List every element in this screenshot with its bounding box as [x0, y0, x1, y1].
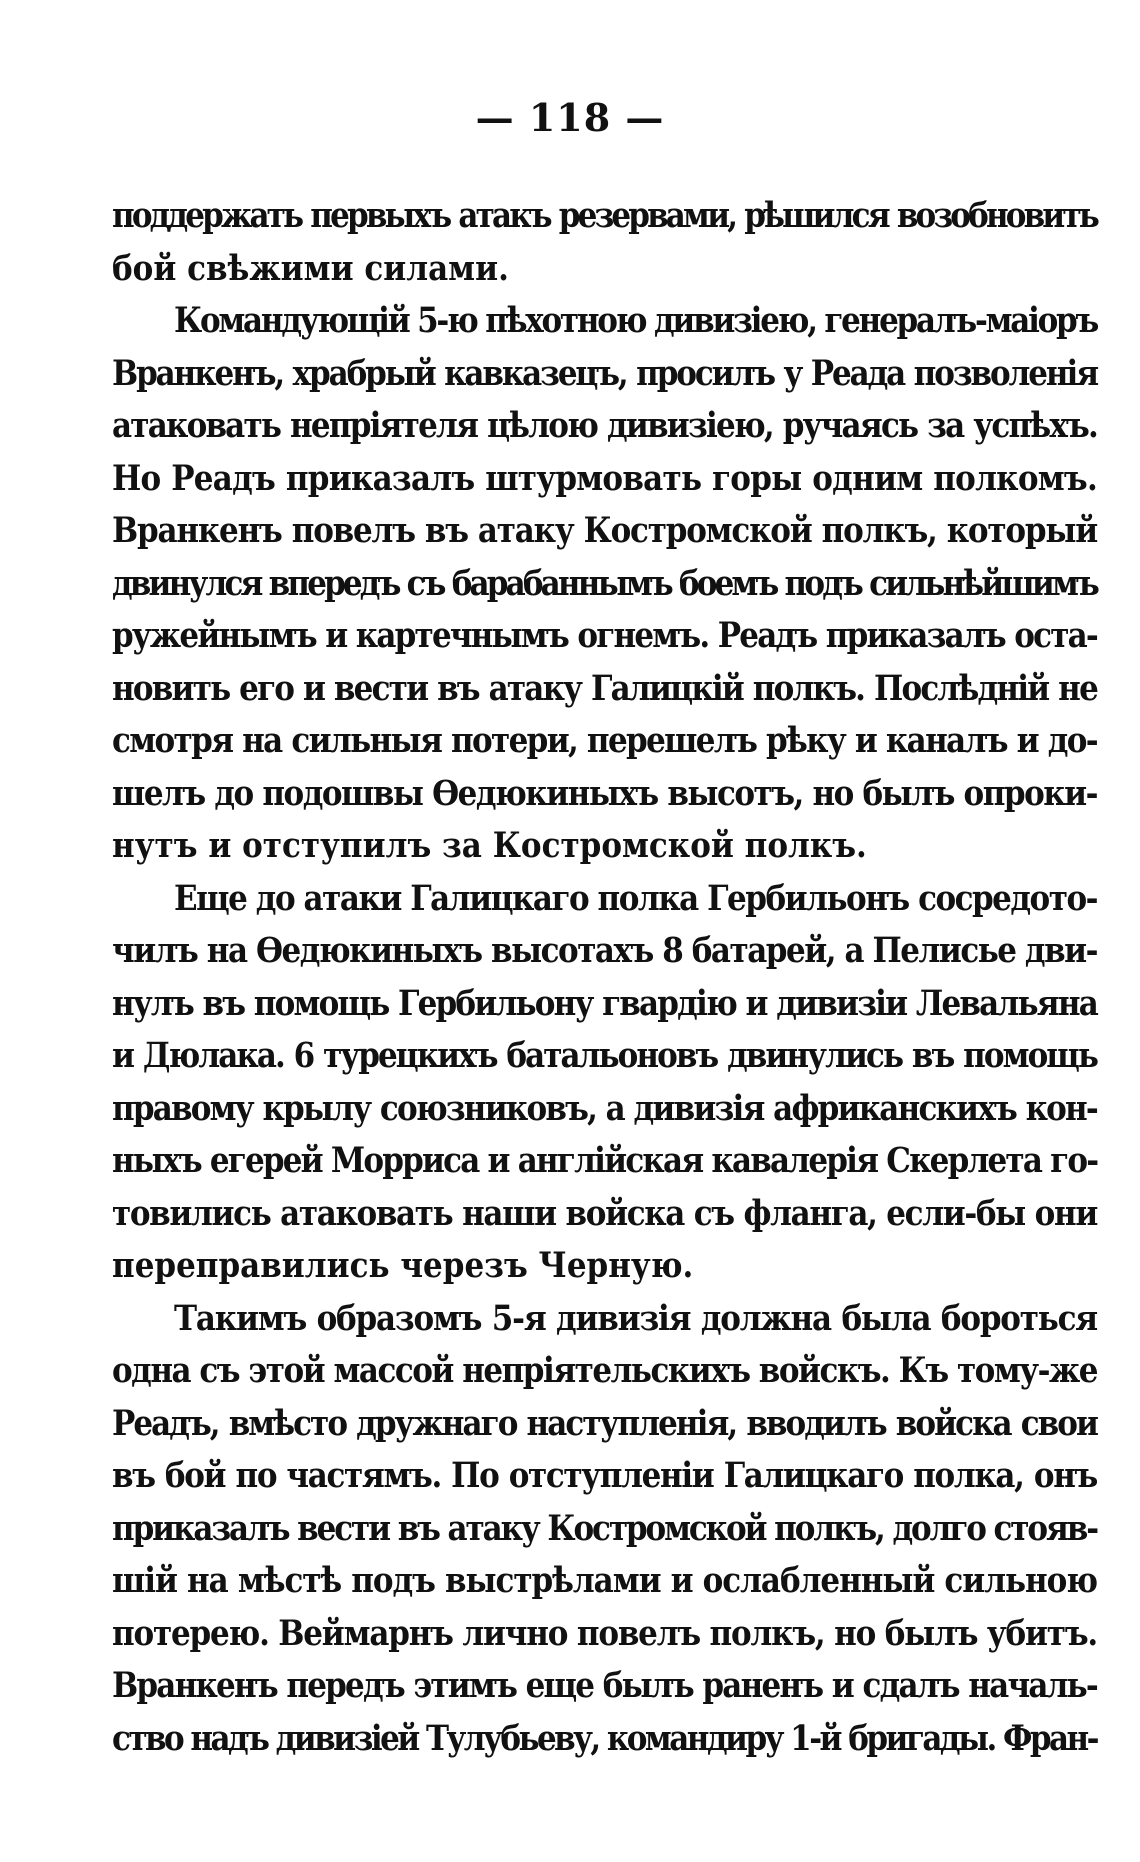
text-line: товились атаковать наши войска съ фланга, если-бы они: [112, 1193, 1097, 1234]
text-line: смотря на сильныя потери, перешелъ рѣку и каналъ и до-: [112, 720, 1097, 762]
text-line: ство надъ дивизіей Тулубьеву, командиру 1-й бригады. Фран-: [112, 1718, 1097, 1759]
text-line: ныхъ егерей Морриса и англійская кавалерія Скерлета го-: [112, 1140, 1098, 1182]
text-line: въ бой по частямъ. По отступленіи Галицкаго полка, онъ: [112, 1455, 1097, 1497]
text-line: поддержать первыхъ атакъ резервами, рѣшился возобновить: [112, 195, 1097, 237]
text-line: Такимъ образомъ 5-я дивизія должна была бороться: [174, 1298, 1097, 1339]
text-line: бой свѣжими силами.: [112, 248, 509, 289]
body-text: [112, 190, 1097, 1765]
text-line: нулъ въ помощь Гербильону гвардію и дивизіи Левальяна: [112, 983, 1097, 1024]
text-line: потерею. Веймарнъ лично повелъ полкъ, но былъ убитъ.: [112, 1613, 1097, 1654]
text-line: переправились черезъ Черную.: [112, 1245, 694, 1287]
text-line: одна съ этой массой непріятельскихъ войскъ. Къ тому-же: [112, 1350, 1097, 1392]
text-line: двинулся впередъ съ барабаннымъ боемъ подъ сильнѣйшимъ: [112, 563, 1097, 604]
text-line: атаковать непріятеля цѣлою дивизіею, ручаясь за успѣхъ.: [112, 405, 1097, 447]
text-line: правому крылу союзниковъ, а дивизія африканскихъ кон-: [112, 1088, 1097, 1129]
text-line: Реадъ, вмѣсто дружнаго наступленія, вводилъ войска свои: [112, 1403, 1097, 1444]
text-line: приказалъ вести въ атаку Костромской полкъ, долго стояв-: [112, 1508, 1097, 1549]
text-line: Еще до атаки Галицкаго полка Гербильонъ сосредото-: [174, 878, 1097, 919]
text-line: Вранкенъ передъ этимъ еще былъ раненъ и сдалъ началь-: [112, 1665, 1097, 1707]
text-line: чилъ на Ѳедюкиныхъ высотахъ 8 батарей, а Пелисье дви-: [112, 930, 1097, 972]
text-line: шій на мѣстѣ подъ выстрѣлами и ослабленный сильною: [112, 1560, 1097, 1602]
text-line: новить его и вести въ атаку Галицкій полкъ. Послѣдній не: [112, 668, 1097, 709]
text-line: шелъ до подошвы Ѳедюкиныхъ высотъ, но былъ опроки-: [112, 773, 1097, 814]
page-number: — 118 —: [475, 95, 665, 140]
text-line: ружейнымъ и картечнымъ огнемъ. Реадъ приказалъ оста-: [112, 615, 1097, 657]
text-line: и Дюлака. 6 турецкихъ батальоновъ двинулись въ помощь: [112, 1035, 1097, 1077]
text-line: Вранкенъ повелъ въ атаку Костромской полкъ, который: [112, 510, 1097, 552]
text-line: Командующій 5-ю пѣхотною дивизіею, генералъ-маіоръ: [174, 300, 1097, 342]
text-line: Но Реадъ приказалъ штурмовать горы одним полкомъ.: [112, 458, 1097, 499]
text-line: нутъ и отступилъ за Костромской полкъ.: [112, 825, 867, 867]
text-line: Вранкенъ, храбрый кавказецъ, просилъ у Реада позволенія: [112, 353, 1097, 394]
